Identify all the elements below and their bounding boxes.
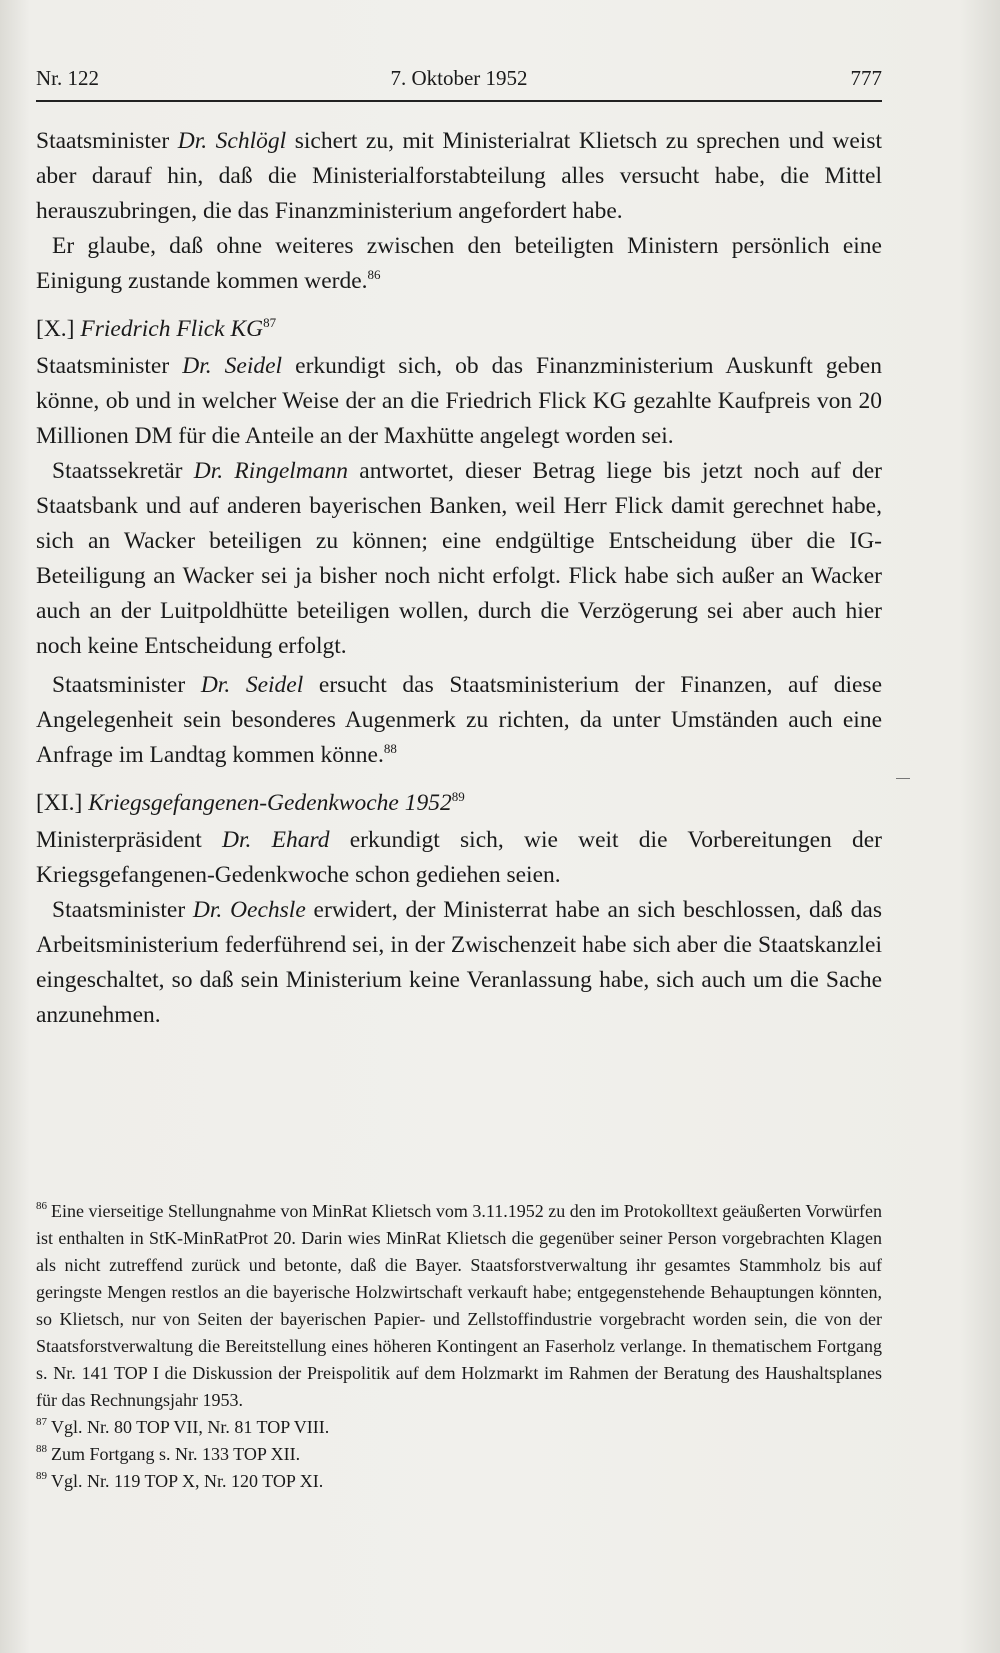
paragraph-text: erkundigt sich, ob das Finanzministerium Auskunft geben könne, ob und in welcher Weise der an die Friedrich Flick KG gezahlte Kaufpreis von 20 Millionen DM für die Anteile an der Maxhütte angelegt worden sei. <box>36 353 882 449</box>
paragraph-seidel-1 <box>36 349 882 454</box>
paragraph-ehard <box>36 823 882 893</box>
footnote-86 <box>36 1198 882 1414</box>
footnote-ref-89[interactable]: 89 <box>451 789 465 804</box>
document-number: Nr. 122 <box>36 66 99 90</box>
footnote-ref-86[interactable]: 86 <box>367 267 381 282</box>
section-heading-x <box>36 311 882 347</box>
footnote-text: Vgl. Nr. 80 TOP VII, Nr. 81 TOP VIII. <box>51 1417 330 1437</box>
footnote-text: Eine vierseitige Stellungnahme von MinRat Klietsch vom 3.11.1952 zu den im Protokolltext geäußerten Vorwürfen ist enthalten in StK-MinRatProt 20. Darin wies MinRat Klietsch die gegenüber seiner Person vorgebrachten Klagen als nicht zutreffend zurück und betonte, daß die Bayer. Staatsforstverwaltung ihr gesamtes Stammholz bis auf geringste Mengen restlos an die bayerische Holzwirtschaft verkauft habe; entgegenstehende Behauptungen könnten, so Klietsch, nur von Seiten der bayerischen Papier- und Zellstoffindustrie vorgebracht worden sein, die von der Staatsforstverwaltung die Bereitstellung eines höheren Kontingent an Faserholz verlange. In thematischem Fortgang s. Nr. 141 TOP I die Diskussion der Preispolitik auf dem Holzmarkt im Rahmen der Beratung des Haushaltsplanes für das Rechnungsjahr 1953. <box>36 1201 883 1410</box>
paragraph-schloegl <box>36 124 882 229</box>
footnote-number: 89 <box>36 1470 47 1482</box>
paragraph-einigung <box>36 229 882 299</box>
paragraph-text: erwidert, der Ministerrat habe an sich beschlossen, daß das Arbeitsministerium federführend sei, in der Zwischenzeit habe sich aber die Staatskanzlei eingeschaltet, so daß sein Ministerium keine Veranlassung habe, sich auch um die Sache anzunehmen. <box>36 897 883 1028</box>
speaker-name: Dr. Schlögl <box>177 128 287 154</box>
section-heading-xi <box>36 785 882 821</box>
section-number: [X.] <box>36 316 81 342</box>
footnote-number: 87 <box>36 1416 47 1428</box>
footnote-87 <box>36 1414 882 1441</box>
speaker-title: Staatsminister <box>52 897 193 923</box>
section-number: [XI.] <box>36 790 89 816</box>
section-title: Friedrich Flick KG <box>80 316 264 342</box>
speaker-name: Dr. Seidel <box>182 353 283 379</box>
speaker-name: Dr. Oechsle <box>192 897 306 923</box>
footnote-number: 86 <box>36 1200 47 1212</box>
paragraph-ringelmann <box>36 454 882 664</box>
footnotes <box>36 1198 882 1495</box>
page-number: 777 <box>850 66 882 90</box>
paragraph-text: antwortet, dieser Betrag liege bis jetzt noch auf der Staatsbank und auf anderen bayerischen Banken, weil Herr Flick damit gerechnet habe, sich an Wacker beteiligen zu können; eine endgültige Entscheidung über die IG-Beteiligung an Wacker sei ja bisher noch nicht erfolgt. Flick habe sich außer an Wacker auch an der Luitpoldhütte beteiligen wollen, durch die Verzögerung sei aber auch hier noch keine Entscheidung erfolgt. <box>36 458 882 659</box>
paragraph-seidel-2 <box>36 668 882 773</box>
footnote-88 <box>36 1441 882 1468</box>
paragraph-oechsle <box>36 893 882 1033</box>
speaker-name: Dr. Ringelmann <box>193 458 348 484</box>
paragraph-text: erkundigt sich, wie weit die Vorbereitungen der Kriegsgefangenen-Gedenkwoche schon gediehen seien. <box>36 827 882 888</box>
paragraph-text: sichert zu, mit Ministerialrat Klietsch zu sprechen und weist aber darauf hin, daß die Ministerialforstabteilung alles versucht habe, die Mittel herauszubringen, die das Finanzministerium angefordert habe. <box>36 128 882 224</box>
speaker-title: Ministerpräsident <box>36 827 222 853</box>
speaker-title: Staatsminister <box>52 672 201 698</box>
paragraph-text: Er glaube, daß ohne weiteres zwischen den beteiligten Ministern persönlich eine Einigung zustande kommen werde. <box>36 233 882 294</box>
footnote-text: Zum Fortgang s. Nr. 133 TOP XII. <box>51 1444 301 1464</box>
speaker-title: Staatsminister <box>36 353 183 379</box>
speaker-title: Staatsminister <box>36 128 178 154</box>
paragraph-text: ersucht das Staatsministerium der Finanzen, auf diese Angelegenheit sein besonderes Augenmerk zu richten, da unter Umständen auch eine Anfrage im Landtag kommen könne. <box>36 672 882 768</box>
margin-mark <box>896 778 910 779</box>
footnote-ref-88[interactable]: 88 <box>383 741 397 756</box>
footnote-text: Vgl. Nr. 119 TOP X, Nr. 120 TOP XI. <box>51 1471 324 1491</box>
footnote-ref-87[interactable]: 87 <box>263 315 277 330</box>
running-header <box>36 64 882 102</box>
speaker-name: Dr. Seidel <box>200 672 304 698</box>
section-title: Kriegsgefangenen-Gedenkwoche 1952 <box>88 790 452 816</box>
speaker-name: Dr. Ehard <box>222 827 330 853</box>
document-date: 7. Oktober 1952 <box>390 66 528 90</box>
footnote-number: 88 <box>36 1443 47 1455</box>
footnote-89 <box>36 1468 882 1495</box>
main-text <box>36 124 882 1033</box>
speaker-title: Staatssekretär <box>52 458 194 484</box>
